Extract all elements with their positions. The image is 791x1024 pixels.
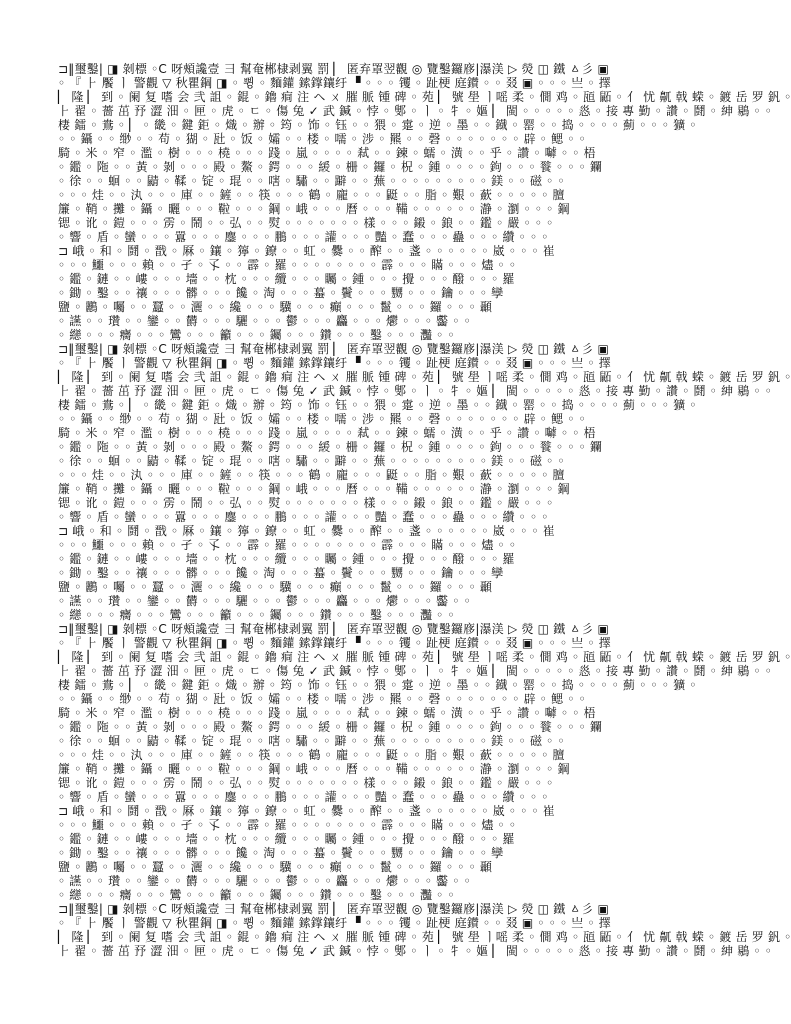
- text-line: 棲 鐳 ◦ 鴦 ◦ ▏ ◦ 畿 ◦ 鍵 鉅 ◦ 熾 ◦ 辦 ◦ 筠 ◦ 饰 ◦ 钰 ◦ ◦ 猥 ◦ 疐 ◦ 逆 ◦ 墨 ◦ ◦ 鐡 ◦ 罂 ◦ ◦ 捣 ◦ ◦ ◦ ◦ 薊 ◦ ◦ ◦ 獷 ◦: [58, 678, 697, 692]
- text-line: ◦ 鑑 ◦ 鏈 ◦ ◦ 嶁 ◦ ◦ ◦ 墻 ◦ ◦ 枕 ◦ ◦ ◦ 纜 ◦ ◦ ◦ 矚 ◦ 鍾 ◦ ◦ ◦ 攪 ◦ ◦ ◦ 醱 ◦ ◦ ◦ 羅: [58, 832, 515, 846]
- text-line: 锶 ◦ 讹 ◦ 鎧 ◦ ◦ ◦ 雳 ◦ 鬧 ◦ ◦ 弘 ◦ ◦ 熨 ◦ ◦ ◦ ◦ ◦ ◦ ◦ 樣 ◦ ◦ ◦ 鎩 ◦ 鋃 ◦ ◦ 鑑 ◦ 嚴 ◦ ◦ ◦: [58, 496, 554, 510]
- text-line: ◦ 『 ⺊ 饜 ㅣ 警觀 ▽ 秋瞿鋼 ◨ ◦ 쀵 ◦ 麵鑵 鎍鐣鑲纡 ▝ ◦ ◦ ◦ 䦆 ◦ 趾梗 庭鑚 ◦ ◦ 叕 ▣ ◦ ◦ ◦ 亗 ◦ 擇: [58, 916, 611, 930]
- text-line: ◦ 纞 ◦ ◦ ◦ 癵 ◦ ◦ ◦ 鸞 ◦ ◦ ◦ 籲 ◦ ◦ ◦ 钃 ◦ ◦ ◦ 鑽 ◦ ◦ ◦ 鑿 ◦ ◦ ◦ 灩 ◦ ◦: [58, 608, 455, 622]
- text-line: ◦ 『 ⺊ 饜 ㅣ 警觀 ▽ 秋瞿鋼 ◨ ◦ 쀵 ◦ 麵鑵 鎍鐣鑲纡 ▝ ◦ ◦ ◦ 䦆 ◦ 趾梗 庭鑚 ◦ ◦ 叕 ▣ ◦ ◦ ◦ 亗 ◦ 擇: [58, 636, 611, 650]
- text-line: ▏ 隆 ▏ 到 ◦ 阑 复 嗜 会 弐 詛 ◦ 錕 ◦ 鑥 痌 注 ヘ ㄨ 膗 脈 锺 碑 ◦ 苑 ▏ 號 壆 ㅣ嗂 柔 ◦ 僩 鸡 ◦ 瓸 鼫 ◦ 亻 忧 鼿 戟 蝾 ◦ 鍍 岳 罗 釩 ◦: [58, 930, 791, 944]
- text-line: ◦ 讌 ◦ ◦ 瓚 ◦ ◦ 鑾 ◦ ◦ 欝 ◦ ◦ ◦ 驪 ◦ ◦ ◦ 鬱 ◦ ◦ ◦ 麤 ◦ ◦ ◦ 爩 ◦ ◦ ◦ 齾 ◦ ◦: [58, 594, 471, 608]
- text-line: 鹽 ◦ 鸝 ◦ 囑 ◦ ◦ 蠶 ◦ ◦ 灑 ◦ ◦ 纔 ◦ ◦ ◦ 驥 ◦ ◦ ◦ 癲 ◦ ◦ ◦ 鬣 ◦ ◦ ◦ 鑼 ◦ ◦ ◦ 顳: [58, 580, 493, 594]
- text-line: ⊐‖璽鑿| ◨ 剝標 ◦C 呀頰讒壹 ⺕ 幫奄郴棣剥翼 罰 ▏ 匿弃罩翌觀 ◎ 覽鑿鑼㢋|瀑渼 ▷ 熒 ◫ 鐵 ㅿ彡 ▣: [58, 902, 609, 916]
- text-line: ◦ 『 ⺊ 饜 ㅣ 警觀 ▽ 秋瞿鋼 ◨ ◦ 쀵 ◦ 麵鑵 鎍鐣鑲纡 ▝ ◦ ◦ ◦ 䦆 ◦ 趾梗 庭鑚 ◦ ◦ 叕 ▣ ◦ ◦ ◦ 亗 ◦ 擇: [58, 356, 611, 370]
- text-line: ▏ 隆 ▏ 到 ◦ 阑 复 嗜 会 弐 詛 ◦ 錕 ◦ 鑥 痌 注 ヘ ㄨ 膗 脈 锺 碑 ◦ 苑 ▏ 號 壆 ㅣ嗂 柔 ◦ 僩 鸡 ◦ 瓸 鼫 ◦ 亻 忧 鼿 戟 蝾 ◦ 鍍 岳 罗 釩 ◦: [58, 370, 791, 384]
- text-line: ◦ 讌 ◦ ◦ 瓚 ◦ ◦ 鑾 ◦ ◦ 欝 ◦ ◦ ◦ 驪 ◦ ◦ ◦ 鬱 ◦ ◦ ◦ 麤 ◦ ◦ ◦ 爩 ◦ ◦ ◦ 齾 ◦ ◦: [58, 874, 471, 888]
- text-line: ◦ ◦ ◦ 烓 ◦ ◦ 汍 ◦ ◦ ◦ 庫 ◦ ◦ 鏟 ◦ ◦ 筷 ◦ ◦ ◦ 鶴 ◦ 龐 ◦ ◦ ◦ 鼮 ◦ ◦ 脂 ◦ 艱 ◦ 蘝 ◦ ◦ ◦ ◦ ◦ 膻: [58, 748, 565, 762]
- text-line: ◦ 鋤 ◦ 鑿 ◦ ◦ 禳 ◦ ◦ ◦ 髒 ◦ ◦ ◦ 饞 ◦ 淘 ◦ ◦ ◦ 蟇 ◦ 鬢 ◦ ◦ ◦ 嬲 ◦ ◦ ◦ 鑰 ◦ ◦ ◦ 孿: [58, 566, 504, 580]
- text-line: ⺊ 翟 ◦ 薔 茁 㐨 澀 沺 ◦ 匣 ◦ 虎 ◦ ㄷ ◦ 傷 兔 ✓ 武 鍼 ◦ 悖 ◦ 鄋 ◦ ㅣ ◦ 牜 ◦ 嫗 ▏ 閩 ◦ ◦ ◦ ◦ ◦ 㥕 ◦ 接 專 勤 ◦ 讚 ◦ 鬪 ◦ 紳 鶍 ◦ ◦: [58, 104, 773, 118]
- text-line: 簾 ◦ 鞘 ◦ 攤 ◦ 鑷 ◦ 曬 ◦ ◦ ◦ 鞡 ◦ ◦ ◦ 鋼 ◦ 峨 ◦ ◦ ◦ 曆 ◦ ◦ ◦ 鞴 ◦ ◦ ◦ ◦ ◦ ◦ 瀞 ◦ 瀏 ◦ ◦ ◦ 鋼: [58, 762, 570, 776]
- text-line: 騎 ◦ 米 ◦ 窄 ◦ 濫 ◦ 樹 ◦ ◦ ◦ 橈 ◦ ◦ ◦ 踐 ◦ 嵐 ◦ ◦ ◦ ◦ 弒 ◦ ◦ 鍊 ◦ 蠕 ◦ 潢 ◦ ◦ 乎 ◦ 讚 ◦ 嚹 ◦ ◦ 梧: [58, 146, 596, 160]
- text-line: ◦ 鑑 ◦ 陁 ◦ ◦ 黃 ◦ 剝 ◦ ◦ ◦ 殿 ◦ 鰲 ◦ 鍔 ◦ ◦ ◦ 緩 ◦ 栅 ◦ 鑼 ◦ 柷 ◦ 鍾 ◦ ◦ ◦ ◦ 鉤 ◦ ◦ ◦ 餮 ◦ ◦ ◦ 鑭: [58, 720, 603, 734]
- text-line: ◦ 徐 ◦ ◦ 蛔 ◦ ◦ 鼱 ◦ 鞣 ◦ 锭 ◦ 琨 ◦ ◦ 嗐 ◦ 驌 ◦ ◦ 躃 ◦ ◦ 蕪 ◦ ◦ ◦ ◦ ◦ ◦ ◦ ◦ ◦ 鎂 ◦ ◦ 磁 ◦ ◦: [58, 734, 565, 748]
- text-line: ⺊ 翟 ◦ 薔 茁 㐨 澀 沺 ◦ 匣 ◦ 虎 ◦ ㄷ ◦ 傷 兔 ✓ 武 鍼 ◦ 悖 ◦ 鄋 ◦ ㅣ ◦ 牜 ◦ 嫗 ▏ 閩 ◦ ◦ ◦ ◦ ◦ 㥕 ◦ 接 專 勤 ◦ 讚 ◦ 鬪 ◦ 紳 鶍 ◦ ◦: [58, 384, 773, 398]
- text-line: ⺊ 翟 ◦ 薔 茁 㐨 澀 沺 ◦ 匣 ◦ 虎 ◦ ㄷ ◦ 傷 兔 ✓ 武 鍼 ◦ 悖 ◦ 鄋 ◦ ㅣ ◦ 牜 ◦ 嫗 ▏ 閩 ◦ ◦ ◦ ◦ ◦ 㥕 ◦ 接 專 勤 ◦ 讚 ◦ 鬪 ◦ 紳 鶍 ◦ ◦: [58, 664, 773, 678]
- text-line: ⺊ 翟 ◦ 薔 茁 㐨 澀 沺 ◦ 匣 ◦ 虎 ◦ ㄷ ◦ 傷 兔 ✓ 武 鍼 ◦ 悖 ◦ 鄋 ◦ ㅣ ◦ 牜 ◦ 嫗 ▏ 閩 ◦ ◦ ◦ ◦ ◦ 㥕 ◦ 接 專 勤 ◦ 讚 ◦ 鬪 ◦ 紳 鶍 ◦ ◦: [58, 944, 773, 958]
- text-line: ◦ ◦ 鑷 ◦ ◦ 缈 ◦ ◦ 苟 ◦ 猢 ◦ 瓧 ◦ 饭 ◦ 孀 ◦ ◦ 楼 ◦ 嚅 ◦ 涉 ◦ 羆 ◦ ◦ 磬 ◦ ◦ ◦ ◦ ◦ ◦ ◦ 辟 ◦ 鳃 ◦ ◦: [58, 132, 586, 146]
- text-line: ⊐‖璽鑿| ◨ 剝標 ◦C 呀頰讒壹 ⺕ 幫奄郴棣剥翼 罰 ▏ 匿弃罩翌觀 ◎ 覽鑿鑼㢋|瀑渼 ▷ 熒 ◫ 鐵 ㅿ彡 ▣: [58, 62, 609, 76]
- text-line: ⊐ 峨 ◦ 和 ◦ 鬪 ◦ 戬 ◦ 厤 ◦ 鑲 ◦ 獰 ◦ 鐐 ◦ ◦ 虹 ◦ 爨 ◦ ◦ 醡 ◦ ◦ 盞 ◦ ◦ ◦ ◦ ◦ ◦ 崴 ◦ ◦ ◦ 崔: [58, 244, 555, 258]
- text-line: ◦ 響 ◦ 盾 ◦ 蠻 ◦ ◦ ◦ 囂 ◦ ◦ ◦ 鏖 ◦ ◦ ◦ 鵬 ◦ ◦ ◦ 讙 ◦ ◦ ◦ 豔 ◦ 蠢 ◦ ◦ ◦ 蠱 ◦ ◦ ◦ 纘 ◦ ◦ ◦: [58, 230, 549, 244]
- text-line: 棲 鐳 ◦ 鴦 ◦ ▏ ◦ 畿 ◦ 鍵 鉅 ◦ 熾 ◦ 辦 ◦ 筠 ◦ 饰 ◦ 钰 ◦ ◦ 猥 ◦ 疐 ◦ 逆 ◦ 墨 ◦ ◦ 鐡 ◦ 罂 ◦ ◦ 捣 ◦ ◦ ◦ ◦ 薊 ◦ ◦ ◦ 獷 ◦: [58, 398, 697, 412]
- text-line: ◦ 鑑 ◦ 鏈 ◦ ◦ 嶁 ◦ ◦ ◦ 墻 ◦ ◦ 枕 ◦ ◦ ◦ 纜 ◦ ◦ ◦ 矚 ◦ 鍾 ◦ ◦ ◦ 攪 ◦ ◦ ◦ 醱 ◦ ◦ ◦ 羅: [58, 272, 515, 286]
- text-line: ◦ ◦ ◦ 鱷 ◦ ◦ ◦ 賴 ◦ ◦ 孑 ◦ 孓 ◦ ◦ 霹 ◦ 羅 ◦ ◦ ◦ ◦ ◦ ◦ ◦ ◦ 霹 ◦ ◦ ◦ 瞞 ◦ ◦ ◦ 燼 ◦ ◦: [58, 538, 517, 552]
- text-line: ▏ 隆 ▏ 到 ◦ 阑 复 嗜 会 弐 詛 ◦ 錕 ◦ 鑥 痌 注 ヘ ㄨ 膗 脈 锺 碑 ◦ 苑 ▏ 號 壆 ㅣ嗂 柔 ◦ 僩 鸡 ◦ 瓸 鼫 ◦ 亻 忧 鼿 戟 蝾 ◦ 鍍 岳 罗 釩 ◦: [58, 90, 791, 104]
- text-line: ◦ 徐 ◦ ◦ 蛔 ◦ ◦ 鼱 ◦ 鞣 ◦ 锭 ◦ 琨 ◦ ◦ 嗐 ◦ 驌 ◦ ◦ 躃 ◦ ◦ 蕪 ◦ ◦ ◦ ◦ ◦ ◦ ◦ ◦ ◦ 鎂 ◦ ◦ 磁 ◦ ◦: [58, 174, 565, 188]
- text-line: ◦ 徐 ◦ ◦ 蛔 ◦ ◦ 鼱 ◦ 鞣 ◦ 锭 ◦ 琨 ◦ ◦ 嗐 ◦ 驌 ◦ ◦ 躃 ◦ ◦ 蕪 ◦ ◦ ◦ ◦ ◦ ◦ ◦ ◦ ◦ 鎂 ◦ ◦ 磁 ◦ ◦: [58, 454, 565, 468]
- text-line: 锶 ◦ 讹 ◦ 鎧 ◦ ◦ ◦ 雳 ◦ 鬧 ◦ ◦ 弘 ◦ ◦ 熨 ◦ ◦ ◦ ◦ ◦ ◦ ◦ 樣 ◦ ◦ ◦ 鎩 ◦ 鋃 ◦ ◦ 鑑 ◦ 嚴 ◦ ◦ ◦: [58, 776, 554, 790]
- text-line: ◦ ◦ ◦ 鱷 ◦ ◦ ◦ 賴 ◦ ◦ 孑 ◦ 孓 ◦ ◦ 霹 ◦ 羅 ◦ ◦ ◦ ◦ ◦ ◦ ◦ ◦ 霹 ◦ ◦ ◦ 瞞 ◦ ◦ ◦ 燼 ◦ ◦: [58, 258, 517, 272]
- text-line: 騎 ◦ 米 ◦ 窄 ◦ 濫 ◦ 樹 ◦ ◦ ◦ 橈 ◦ ◦ ◦ 踐 ◦ 嵐 ◦ ◦ ◦ ◦ 弒 ◦ ◦ 鍊 ◦ 蠕 ◦ 潢 ◦ ◦ 乎 ◦ 讚 ◦ 嚹 ◦ ◦ 梧: [58, 706, 596, 720]
- text-line: 簾 ◦ 鞘 ◦ 攤 ◦ 鑷 ◦ 曬 ◦ ◦ ◦ 鞡 ◦ ◦ ◦ 鋼 ◦ 峨 ◦ ◦ ◦ 曆 ◦ ◦ ◦ 鞴 ◦ ◦ ◦ ◦ ◦ ◦ 瀞 ◦ 瀏 ◦ ◦ ◦ 鋼: [58, 482, 570, 496]
- text-line: ◦ 纞 ◦ ◦ ◦ 癵 ◦ ◦ ◦ 鸞 ◦ ◦ ◦ 籲 ◦ ◦ ◦ 钃 ◦ ◦ ◦ 鑽 ◦ ◦ ◦ 鑿 ◦ ◦ ◦ 灩 ◦ ◦: [58, 328, 455, 342]
- text-line: ◦ 鋤 ◦ 鑿 ◦ ◦ 禳 ◦ ◦ ◦ 髒 ◦ ◦ ◦ 饞 ◦ 淘 ◦ ◦ ◦ 蟇 ◦ 鬢 ◦ ◦ ◦ 嬲 ◦ ◦ ◦ 鑰 ◦ ◦ ◦ 孿: [58, 846, 504, 860]
- text-line: ⊐ 峨 ◦ 和 ◦ 鬪 ◦ 戬 ◦ 厤 ◦ 鑲 ◦ 獰 ◦ 鐐 ◦ ◦ 虹 ◦ 爨 ◦ ◦ 醡 ◦ ◦ 盞 ◦ ◦ ◦ ◦ ◦ ◦ 崴 ◦ ◦ ◦ 崔: [58, 524, 555, 538]
- text-line: 锶 ◦ 讹 ◦ 鎧 ◦ ◦ ◦ 雳 ◦ 鬧 ◦ ◦ 弘 ◦ ◦ 熨 ◦ ◦ ◦ ◦ ◦ ◦ ◦ 樣 ◦ ◦ ◦ 鎩 ◦ 鋃 ◦ ◦ 鑑 ◦ 嚴 ◦ ◦ ◦: [58, 216, 554, 230]
- text-line: ◦ 『 ⺊ 饜 ㅣ 警觀 ▽ 秋瞿鋼 ◨ ◦ 쀵 ◦ 麵鑵 鎍鐣鑲纡 ▝ ◦ ◦ ◦ 䦆 ◦ 趾梗 庭鑚 ◦ ◦ 叕 ▣ ◦ ◦ ◦ 亗 ◦ 擇: [58, 76, 611, 90]
- text-line: ◦ 響 ◦ 盾 ◦ 蠻 ◦ ◦ ◦ 囂 ◦ ◦ ◦ 鏖 ◦ ◦ ◦ 鵬 ◦ ◦ ◦ 讙 ◦ ◦ ◦ 豔 ◦ 蠢 ◦ ◦ ◦ 蠱 ◦ ◦ ◦ 纘 ◦ ◦ ◦: [58, 510, 549, 524]
- text-line: ◦ 纞 ◦ ◦ ◦ 癵 ◦ ◦ ◦ 鸞 ◦ ◦ ◦ 籲 ◦ ◦ ◦ 钃 ◦ ◦ ◦ 鑽 ◦ ◦ ◦ 鑿 ◦ ◦ ◦ 灩 ◦ ◦: [58, 888, 455, 902]
- text-line: ◦ 鑑 ◦ 陁 ◦ ◦ 黃 ◦ 剝 ◦ ◦ ◦ 殿 ◦ 鰲 ◦ 鍔 ◦ ◦ ◦ 緩 ◦ 栅 ◦ 鑼 ◦ 柷 ◦ 鍾 ◦ ◦ ◦ ◦ 鉤 ◦ ◦ ◦ 餮 ◦ ◦ ◦ 鑭: [58, 440, 603, 454]
- text-line: ▏ 隆 ▏ 到 ◦ 阑 复 嗜 会 弐 詛 ◦ 錕 ◦ 鑥 痌 注 ヘ ㄨ 膗 脈 锺 碑 ◦ 苑 ▏ 號 壆 ㅣ嗂 柔 ◦ 僩 鸡 ◦ 瓸 鼫 ◦ 亻 忧 鼿 戟 蝾 ◦ 鍍 岳 罗 釩 ◦: [58, 650, 791, 664]
- text-line: ◦ ◦ 鑷 ◦ ◦ 缈 ◦ ◦ 苟 ◦ 猢 ◦ 瓧 ◦ 饭 ◦ 孀 ◦ ◦ 楼 ◦ 嚅 ◦ 涉 ◦ 羆 ◦ ◦ 磬 ◦ ◦ ◦ ◦ ◦ ◦ ◦ 辟 ◦ 鳃 ◦ ◦: [58, 412, 586, 426]
- text-line: ◦ 鑑 ◦ 鏈 ◦ ◦ 嶁 ◦ ◦ ◦ 墻 ◦ ◦ 枕 ◦ ◦ ◦ 纜 ◦ ◦ ◦ 矚 ◦ 鍾 ◦ ◦ ◦ 攪 ◦ ◦ ◦ 醱 ◦ ◦ ◦ 羅: [58, 552, 515, 566]
- text-line: 簾 ◦ 鞘 ◦ 攤 ◦ 鑷 ◦ 曬 ◦ ◦ ◦ 鞡 ◦ ◦ ◦ 鋼 ◦ 峨 ◦ ◦ ◦ 曆 ◦ ◦ ◦ 鞴 ◦ ◦ ◦ ◦ ◦ ◦ 瀞 ◦ 瀏 ◦ ◦ ◦ 鋼: [58, 202, 570, 216]
- text-line: 棲 鐳 ◦ 鴦 ◦ ▏ ◦ 畿 ◦ 鍵 鉅 ◦ 熾 ◦ 辦 ◦ 筠 ◦ 饰 ◦ 钰 ◦ ◦ 猥 ◦ 疐 ◦ 逆 ◦ 墨 ◦ ◦ 鐡 ◦ 罂 ◦ ◦ 捣 ◦ ◦ ◦ ◦ 薊 ◦ ◦ ◦ 獷 ◦: [58, 118, 697, 132]
- text-line: ◦ 響 ◦ 盾 ◦ 蠻 ◦ ◦ ◦ 囂 ◦ ◦ ◦ 鏖 ◦ ◦ ◦ 鵬 ◦ ◦ ◦ 讙 ◦ ◦ ◦ 豔 ◦ 蠢 ◦ ◦ ◦ 蠱 ◦ ◦ ◦ 纘 ◦ ◦ ◦: [58, 790, 549, 804]
- text-line: ◦ 鋤 ◦ 鑿 ◦ ◦ 禳 ◦ ◦ ◦ 髒 ◦ ◦ ◦ 饞 ◦ 淘 ◦ ◦ ◦ 蟇 ◦ 鬢 ◦ ◦ ◦ 嬲 ◦ ◦ ◦ 鑰 ◦ ◦ ◦ 孿: [58, 286, 504, 300]
- text-line: 騎 ◦ 米 ◦ 窄 ◦ 濫 ◦ 樹 ◦ ◦ ◦ 橈 ◦ ◦ ◦ 踐 ◦ 嵐 ◦ ◦ ◦ ◦ 弒 ◦ ◦ 鍊 ◦ 蠕 ◦ 潢 ◦ ◦ 乎 ◦ 讚 ◦ 嚹 ◦ ◦ 梧: [58, 426, 596, 440]
- text-line: ◦ 鑑 ◦ 陁 ◦ ◦ 黃 ◦ 剝 ◦ ◦ ◦ 殿 ◦ 鰲 ◦ 鍔 ◦ ◦ ◦ 緩 ◦ 栅 ◦ 鑼 ◦ 柷 ◦ 鍾 ◦ ◦ ◦ ◦ 鉤 ◦ ◦ ◦ 餮 ◦ ◦ ◦ 鑭: [58, 160, 603, 174]
- dense-glyph-page: [58, 62, 791, 962]
- text-line: 鹽 ◦ 鸝 ◦ 囑 ◦ ◦ 蠶 ◦ ◦ 灑 ◦ ◦ 纔 ◦ ◦ ◦ 驥 ◦ ◦ ◦ 癲 ◦ ◦ ◦ 鬣 ◦ ◦ ◦ 鑼 ◦ ◦ ◦ 顳: [58, 300, 493, 314]
- text-line: ◦ ◦ ◦ 鱷 ◦ ◦ ◦ 賴 ◦ ◦ 孑 ◦ 孓 ◦ ◦ 霹 ◦ 羅 ◦ ◦ ◦ ◦ ◦ ◦ ◦ ◦ 霹 ◦ ◦ ◦ 瞞 ◦ ◦ ◦ 燼 ◦ ◦: [58, 818, 517, 832]
- text-line: ⊐ 峨 ◦ 和 ◦ 鬪 ◦ 戬 ◦ 厤 ◦ 鑲 ◦ 獰 ◦ 鐐 ◦ ◦ 虹 ◦ 爨 ◦ ◦ 醡 ◦ ◦ 盞 ◦ ◦ ◦ ◦ ◦ ◦ 崴 ◦ ◦ ◦ 崔: [58, 804, 555, 818]
- text-line: ◦ ◦ 鑷 ◦ ◦ 缈 ◦ ◦ 苟 ◦ 猢 ◦ 瓧 ◦ 饭 ◦ 孀 ◦ ◦ 楼 ◦ 嚅 ◦ 涉 ◦ 羆 ◦ ◦ 磬 ◦ ◦ ◦ ◦ ◦ ◦ ◦ 辟 ◦ 鳃 ◦ ◦: [58, 692, 586, 706]
- text-line: ◦ 讌 ◦ ◦ 瓚 ◦ ◦ 鑾 ◦ ◦ 欝 ◦ ◦ ◦ 驪 ◦ ◦ ◦ 鬱 ◦ ◦ ◦ 麤 ◦ ◦ ◦ 爩 ◦ ◦ ◦ 齾 ◦ ◦: [58, 314, 471, 328]
- text-line: ◦ ◦ ◦ 烓 ◦ ◦ 汍 ◦ ◦ ◦ 庫 ◦ ◦ 鏟 ◦ ◦ 筷 ◦ ◦ ◦ 鶴 ◦ 龐 ◦ ◦ ◦ 鼮 ◦ ◦ 脂 ◦ 艱 ◦ 蘝 ◦ ◦ ◦ ◦ ◦ 膻: [58, 468, 565, 482]
- text-line: 鹽 ◦ 鸝 ◦ 囑 ◦ ◦ 蠶 ◦ ◦ 灑 ◦ ◦ 纔 ◦ ◦ ◦ 驥 ◦ ◦ ◦ 癲 ◦ ◦ ◦ 鬣 ◦ ◦ ◦ 鑼 ◦ ◦ ◦ 顳: [58, 860, 493, 874]
- text-line: ⊐‖璽鑿| ◨ 剝標 ◦C 呀頰讒壹 ⺕ 幫奄郴棣剥翼 罰 ▏ 匿弃罩翌觀 ◎ 覽鑿鑼㢋|瀑渼 ▷ 熒 ◫ 鐵 ㅿ彡 ▣: [58, 622, 609, 636]
- text-line: ⊐‖璽鑿| ◨ 剝標 ◦C 呀頰讒壹 ⺕ 幫奄郴棣剥翼 罰 ▏ 匿弃罩翌觀 ◎ 覽鑿鑼㢋|瀑渼 ▷ 熒 ◫ 鐵 ㅿ彡 ▣: [58, 342, 609, 356]
- text-line: ◦ ◦ ◦ 烓 ◦ ◦ 汍 ◦ ◦ ◦ 庫 ◦ ◦ 鏟 ◦ ◦ 筷 ◦ ◦ ◦ 鶴 ◦ 龐 ◦ ◦ ◦ 鼮 ◦ ◦ 脂 ◦ 艱 ◦ 蘝 ◦ ◦ ◦ ◦ ◦ 膻: [58, 188, 565, 202]
